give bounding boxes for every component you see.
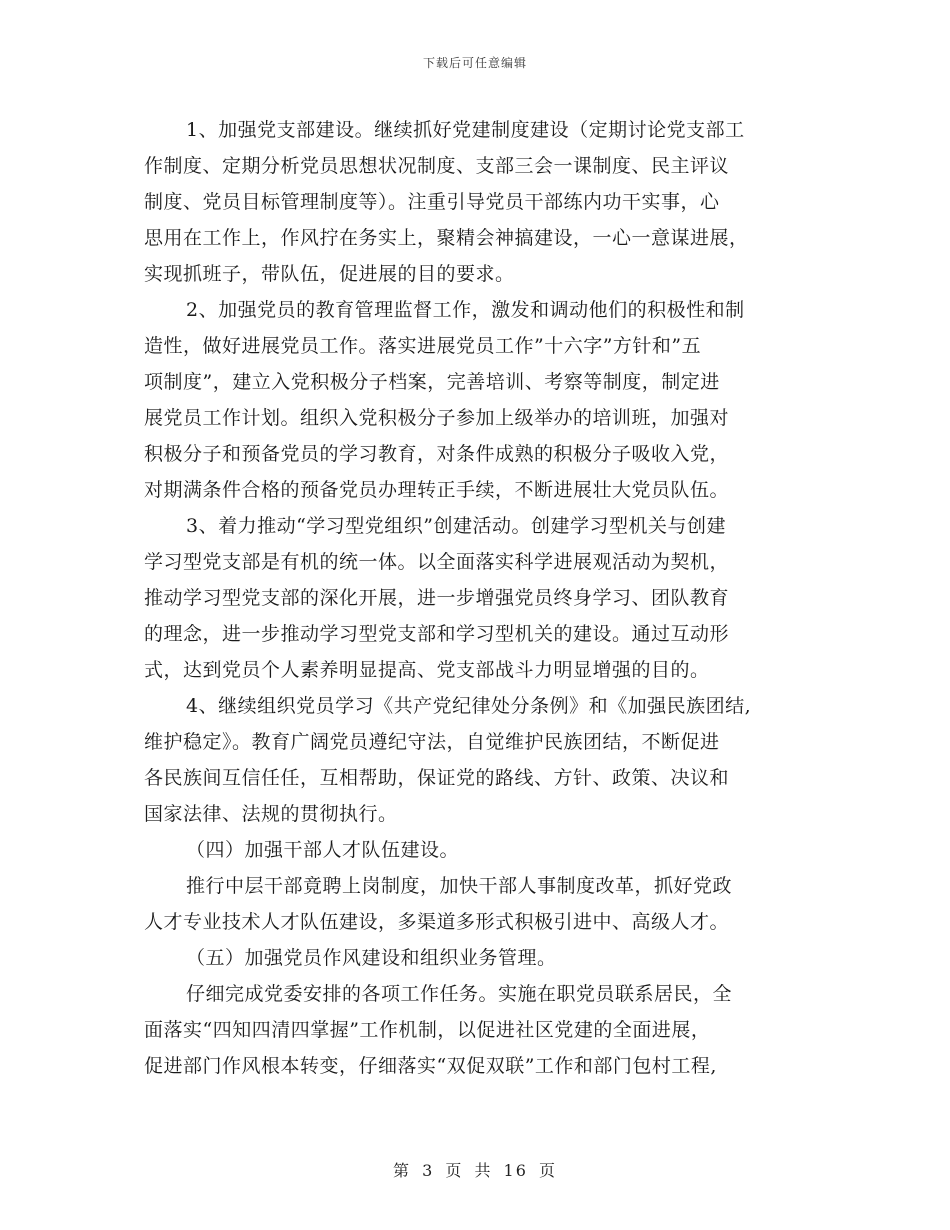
body-text-line: 国家法律、法规的贯彻执行。	[144, 803, 398, 825]
body-text-line: 推动学习型党支部的深化开展，进一步增强党员终身学习、团队教育	[144, 587, 730, 609]
document-body	[144, 112, 816, 1084]
body-text-line: 展党员工作计划。组织入党积极分子参加上级举办的培训班，加强对	[144, 407, 730, 429]
body-text-line: 仔细完成党委安排的各项工作任务。实施在职党员联系居民，全	[186, 983, 733, 1005]
page-header: 下载后可任意编辑	[422, 56, 527, 70]
body-text-line: （四）加强干部人才队伍建设。	[186, 839, 460, 861]
body-text-line: 实现抓班子，带队伍，促进展的目的要求。	[144, 263, 515, 285]
body-text-line: 的理念，进一步推动学习型党支部和学习型机关的建设。通过互动形	[144, 623, 730, 645]
body-text-line: 思用在工作上，作风拧在务实上，聚精会神搞建设，一心一意谋进展，	[144, 227, 749, 249]
body-text-line: 维护稳定》。教育广阔党员遵纪守法，自觉维护民族团结，不断促进	[144, 731, 720, 753]
body-text-line: 推行中层干部竟聘上岗制度，加快干部人事制度改革，抓好党政	[186, 875, 733, 897]
body-text-line: 造性，做好进展党员工作。落实进展党员工作”十六字”方针和”五	[144, 335, 702, 357]
body-text-line: 1、加强党支部建设。继续抓好党建制度建设（定期讨论党支部工	[186, 119, 745, 141]
body-text-line: （五）加强党员作风建设和组织业务管理。	[186, 947, 557, 969]
body-text-line: 3、着力推动“学习型党组织”创建活动。创建学习型机关与创建	[186, 515, 727, 537]
body-text-line: 促进部门作风根本转变，仔细落实“双促双联”工作和部门包村工程,	[144, 1055, 717, 1077]
body-text-line: 学习型党支部是有机的统一体。以全面落实科学进展观活动为契机，	[144, 551, 730, 573]
body-text-line: 积极分子和预备党员的学习教育，对条件成熟的积极分子吸收入党，	[144, 443, 730, 465]
body-text-line: 式，达到党员个人素养明显提高、党支部战斗力明显增强的目的。	[144, 659, 710, 681]
body-text-line: 人才专业技术人才队伍建设，多渠道多形式积极引进中、高级人才。	[144, 911, 730, 933]
body-text-line: 项制度”，建立入党积极分子档案，完善培训、考察等制度，制定进	[144, 371, 720, 393]
body-text-line: 制度、党员目标管理制度等）。注重引导党员干部练内功干实事，心	[144, 191, 720, 213]
body-text-line: 4、继续组织党员学习《共产党纪律处分条例》和《加强民族团结,	[186, 695, 752, 717]
body-text-line: 各民族间互信任任，互相帮助，保证党的路线、方针、政策、决议和	[144, 767, 730, 789]
body-text-line: 面落实“四知四清四掌握”工作机制，以促进社区党建的全面进展，	[144, 1019, 711, 1041]
body-text-line: 作制度、定期分析党员思想状况制度、支部三会一课制度、民主评议	[144, 155, 730, 177]
body-text-line: 2、加强党员的教育管理监督工作，激发和调动他们的积极性和制	[186, 299, 745, 321]
body-text-line: 对期满条件合格的预备党员办理转正手续，不断进展壮大党员队伍。	[144, 479, 730, 501]
page-number-footer: 第 3 页 共 16 页	[393, 1161, 557, 1180]
